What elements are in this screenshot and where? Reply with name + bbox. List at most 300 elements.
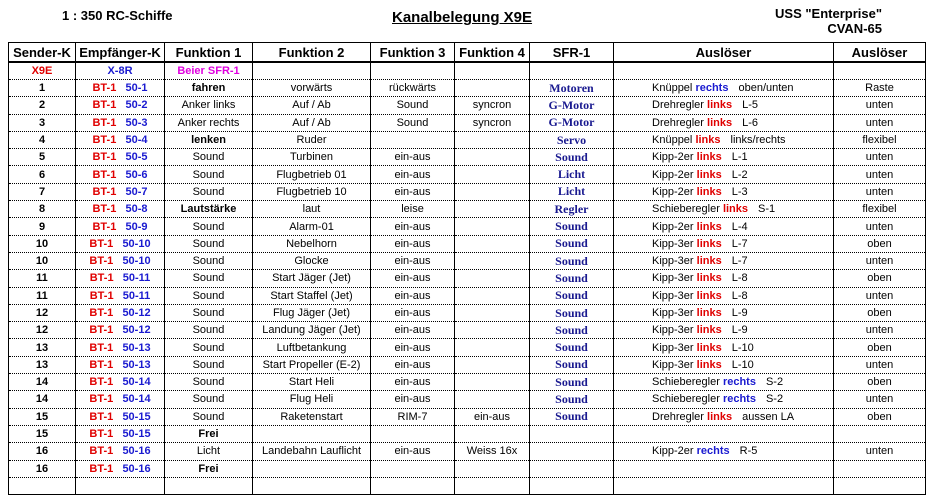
function-1: Sound — [165, 339, 253, 356]
channel-number: 8 — [9, 201, 76, 218]
trigger — [614, 252, 834, 269]
receiver-channel — [76, 287, 165, 304]
trigger-switch: L-3 — [731, 185, 748, 198]
channel-number: 10 — [9, 252, 76, 269]
function-3: ein-aus — [371, 218, 455, 235]
col-funktion-1: Funktion 1 — [165, 43, 253, 63]
sfr-module: Sound — [530, 339, 614, 356]
channel-id: 50-14 — [122, 376, 151, 389]
trigger — [614, 408, 834, 425]
table-row — [9, 287, 926, 304]
table-row — [9, 460, 926, 477]
channel-number: 15 — [9, 425, 76, 442]
channel-number: 14 — [9, 391, 76, 408]
col-funktion-3: Funktion 3 — [371, 43, 455, 63]
function-2: Nebelhorn — [253, 235, 371, 252]
function-1: Lautstärke — [165, 201, 253, 218]
receiver-channel — [76, 149, 165, 166]
trigger — [614, 131, 834, 148]
trigger-position: unten — [834, 149, 926, 166]
trigger-side: links — [696, 272, 722, 285]
function-4 — [455, 235, 530, 252]
bt-label: BT-1 — [89, 462, 114, 475]
receiver-channel — [76, 80, 165, 97]
channel-table — [8, 42, 926, 495]
trigger-switch: L-7 — [731, 237, 748, 250]
trigger-position: oben — [834, 374, 926, 391]
channel-id: 50-15 — [122, 428, 151, 441]
function-2: laut — [253, 201, 371, 218]
table-row — [9, 391, 926, 408]
function-1: Frei — [165, 425, 253, 442]
channel-id: 50-11 — [122, 272, 151, 285]
ship-name — [775, 6, 882, 36]
channel-id: 50-13 — [122, 341, 151, 354]
trigger-position — [834, 425, 926, 442]
function-3: ein-aus — [371, 235, 455, 252]
function-2: Turbinen — [253, 149, 371, 166]
trigger-side: links — [696, 307, 722, 319]
sfr-module: Sound — [530, 287, 614, 304]
table-row — [9, 425, 926, 442]
scale-label: 1 : 350 RC-Schiffe — [62, 8, 173, 23]
sfr-module: Sound — [530, 374, 614, 391]
trigger-side: links — [696, 151, 722, 164]
function-1: Sound — [165, 235, 253, 252]
trigger — [614, 80, 834, 97]
function-4 — [455, 201, 530, 218]
function-1: Sound — [165, 391, 253, 408]
table-row — [9, 131, 926, 148]
function-3 — [371, 131, 455, 148]
bt-label: BT-1 — [89, 410, 114, 423]
function-1: Sound — [165, 149, 253, 166]
sfr-module: G-Motor — [530, 97, 614, 114]
trigger-side: rechts — [696, 445, 730, 458]
function-3: ein-aus — [371, 322, 455, 339]
trigger-switch: L-8 — [731, 289, 748, 302]
channel-number: 11 — [9, 270, 76, 287]
trigger-control: Kipp-3er — [652, 324, 694, 337]
receiver-channel — [76, 131, 165, 148]
function-1: Anker links — [165, 97, 253, 114]
channel-id: 50-5 — [125, 151, 148, 164]
table-row — [9, 183, 926, 200]
trigger-side: links — [707, 116, 733, 129]
channel-number: 5 — [9, 149, 76, 166]
table-row — [9, 270, 926, 287]
function-3: ein-aus — [371, 443, 455, 460]
channel-id: 50-2 — [125, 99, 148, 112]
trigger-switch: L-8 — [731, 272, 748, 285]
function-4 — [455, 166, 530, 183]
channel-number: 7 — [9, 183, 76, 200]
function-1: Sound — [165, 322, 253, 339]
trigger — [614, 166, 834, 183]
sfr-module: Sound — [530, 270, 614, 287]
trigger-switch: L-2 — [731, 168, 748, 181]
receiver-channel — [76, 235, 165, 252]
col-ausloeser-2: Auslöser — [834, 43, 926, 63]
trigger-side: links — [707, 410, 733, 423]
module-label: Beier SFR-1 — [165, 62, 253, 80]
trigger-switch: L-7 — [731, 255, 748, 268]
trigger — [614, 425, 834, 442]
bt-label: BT-1 — [92, 151, 117, 164]
trigger-position: unten — [834, 97, 926, 114]
trigger — [614, 97, 834, 114]
sfr-module: Servo — [530, 131, 614, 148]
bt-label: BT-1 — [89, 428, 114, 441]
trigger-position: Raste — [834, 80, 926, 97]
function-2: Auf / Ab — [253, 97, 371, 114]
trigger-position: oben — [834, 304, 926, 321]
trigger-position: unten — [834, 114, 926, 131]
table-row — [9, 149, 926, 166]
trigger-side: links — [696, 289, 722, 302]
function-4 — [455, 304, 530, 321]
function-3: Sound — [371, 97, 455, 114]
function-1: Sound — [165, 270, 253, 287]
function-4 — [455, 425, 530, 442]
trigger-side: rechts — [695, 82, 729, 95]
function-1: Sound — [165, 287, 253, 304]
channel-id: 50-3 — [125, 116, 148, 129]
function-2 — [253, 460, 371, 477]
bt-label: BT-1 — [92, 99, 117, 112]
function-4 — [455, 374, 530, 391]
col-funktion-2: Funktion 2 — [253, 43, 371, 63]
trigger-switch: L-10 — [731, 341, 754, 354]
receiver-channel — [76, 356, 165, 373]
trigger-control: Kipp-2er — [652, 185, 694, 198]
receiver-channel — [76, 425, 165, 442]
trigger-control: Kipp-3er — [652, 341, 694, 354]
channel-number: 3 — [9, 114, 76, 131]
table-row — [9, 201, 926, 218]
trigger-switch: links/rechts — [730, 134, 786, 147]
trigger-side: links — [696, 358, 722, 371]
receiver-channel — [76, 183, 165, 200]
sfr-module: Sound — [530, 235, 614, 252]
bt-label: BT-1 — [92, 82, 117, 95]
trigger-side: rechts — [722, 376, 756, 389]
trigger — [614, 322, 834, 339]
function-4: syncron — [455, 97, 530, 114]
bt-label: BT-1 — [89, 324, 114, 337]
sfr-module: Regler — [530, 201, 614, 218]
trigger-switch: L-9 — [731, 307, 748, 319]
function-1: Sound — [165, 252, 253, 269]
function-1: Licht — [165, 443, 253, 460]
trigger-switch: S-2 — [765, 376, 784, 389]
trigger-switch: aussen — [742, 410, 778, 423]
function-2: Raketenstart — [253, 408, 371, 425]
table-row — [9, 252, 926, 269]
function-4 — [455, 218, 530, 235]
function-1: fahren — [165, 80, 253, 97]
function-3: ein-aus — [371, 304, 455, 321]
channel-number: 1 — [9, 80, 76, 97]
channel-number: 13 — [9, 339, 76, 356]
trigger — [614, 304, 834, 321]
trigger-extra: LA — [780, 410, 795, 423]
table-row — [9, 166, 926, 183]
trigger-control: Schieberegler — [652, 203, 720, 216]
sfr-module: Sound — [530, 252, 614, 269]
function-2: Landung Jäger (Jet) — [253, 322, 371, 339]
function-2: vorwärts — [253, 80, 371, 97]
receiver-channel — [76, 114, 165, 131]
channel-number: 13 — [9, 356, 76, 373]
trigger — [614, 270, 834, 287]
col-ausloeser: Auslöser — [614, 43, 834, 63]
trigger-control: Drehregler — [652, 99, 704, 112]
function-3: ein-aus — [371, 252, 455, 269]
trigger — [614, 460, 834, 477]
trigger-position: flexibel — [834, 201, 926, 218]
function-1: lenken — [165, 131, 253, 148]
trigger-control: Knüppel — [652, 82, 693, 95]
function-3: ein-aus — [371, 287, 455, 304]
function-3 — [371, 460, 455, 477]
trigger-switch: L-5 — [742, 99, 759, 112]
receiver-channel — [76, 304, 165, 321]
sfr-module — [530, 443, 614, 460]
table-row — [9, 218, 926, 235]
function-3: ein-aus — [371, 149, 455, 166]
function-3: Sound — [371, 114, 455, 131]
device-row — [9, 62, 926, 80]
function-2: Alarm-01 — [253, 218, 371, 235]
trigger-control: Knüppel — [652, 134, 693, 147]
function-2: Start Staffel (Jet) — [253, 287, 371, 304]
channel-id: 50-11 — [122, 289, 151, 302]
trigger-side: links — [707, 99, 733, 112]
channel-number: 2 — [9, 97, 76, 114]
trigger-switch: L-6 — [742, 116, 759, 129]
channel-id: 50-16 — [122, 445, 151, 458]
trigger-switch: oben/unten — [738, 82, 794, 95]
bt-label: BT-1 — [89, 358, 114, 371]
trigger-switch: L-1 — [731, 151, 748, 164]
channel-id: 50-14 — [122, 393, 151, 406]
trigger-control: Kipp-2er — [652, 151, 694, 164]
bt-label: BT-1 — [92, 220, 117, 233]
function-2: Flug Jäger (Jet) — [253, 304, 371, 321]
ship-name-line2: CVAN-65 — [827, 21, 882, 36]
empty-row — [9, 477, 926, 494]
function-3: RIM-7 — [371, 408, 455, 425]
table-row — [9, 97, 926, 114]
trigger — [614, 339, 834, 356]
function-4: syncron — [455, 114, 530, 131]
table-row — [9, 304, 926, 321]
receiver-channel — [76, 443, 165, 460]
function-4 — [455, 80, 530, 97]
sfr-module: Licht — [530, 166, 614, 183]
receiver-channel — [76, 460, 165, 477]
sfr-module: Licht — [530, 183, 614, 200]
trigger-side: links — [696, 341, 722, 354]
function-4 — [455, 270, 530, 287]
trigger-control: Kipp-3er — [652, 307, 694, 319]
trigger — [614, 287, 834, 304]
trigger-switch: R-5 — [739, 445, 758, 458]
col-sender-k: Sender-K — [9, 43, 76, 63]
col-sfr-1: SFR-1 — [530, 43, 614, 63]
trigger-position: unten — [834, 356, 926, 373]
function-2 — [253, 425, 371, 442]
trigger-side: links — [696, 220, 722, 233]
trigger-switch: S-2 — [765, 393, 784, 406]
sfr-module: Sound — [530, 149, 614, 166]
receiver-channel — [76, 201, 165, 218]
ship-name-line1: USS "Enterprise" — [775, 6, 882, 21]
table-row — [9, 374, 926, 391]
trigger-position: unten — [834, 218, 926, 235]
sfr-module: G-Motor — [530, 114, 614, 131]
sheet-title: Kanalbelegung X9E — [392, 9, 533, 26]
bt-label: BT-1 — [89, 237, 114, 250]
trigger-switch: L-9 — [731, 324, 748, 337]
trigger-position: oben — [834, 235, 926, 252]
trigger-side: rechts — [722, 393, 756, 406]
bt-label: BT-1 — [92, 203, 117, 216]
table-row — [9, 235, 926, 252]
channel-number: 16 — [9, 443, 76, 460]
function-1: Sound — [165, 166, 253, 183]
trigger-position: oben — [834, 408, 926, 425]
bt-label: BT-1 — [89, 393, 114, 406]
channel-id: 50-16 — [122, 462, 151, 475]
receiver-channel — [76, 166, 165, 183]
trigger-control: Kipp-2er — [652, 168, 694, 181]
trigger-side: links — [695, 134, 721, 147]
sfr-module: Sound — [530, 391, 614, 408]
table-row — [9, 356, 926, 373]
function-4 — [455, 322, 530, 339]
trigger-control: Kipp-3er — [652, 237, 694, 250]
trigger-position: unten — [834, 287, 926, 304]
function-4 — [455, 183, 530, 200]
trigger-control: Schieberegler — [652, 376, 720, 389]
trigger — [614, 183, 834, 200]
receiver-channel — [76, 270, 165, 287]
sfr-module: Sound — [530, 322, 614, 339]
function-4: ein-aus — [455, 408, 530, 425]
receiver-channel — [76, 218, 165, 235]
trigger-side: links — [696, 255, 722, 268]
channel-number: 11 — [9, 287, 76, 304]
bt-label: BT-1 — [89, 289, 114, 302]
channel-number: 10 — [9, 235, 76, 252]
trigger-position: oben — [834, 270, 926, 287]
function-2: Luftbetankung — [253, 339, 371, 356]
bt-label: BT-1 — [92, 168, 117, 181]
trigger-side: links — [696, 324, 722, 337]
channel-number: 9 — [9, 218, 76, 235]
function-1: Frei — [165, 460, 253, 477]
table-row — [9, 339, 926, 356]
trigger-position — [834, 460, 926, 477]
receiver-channel — [76, 374, 165, 391]
function-4 — [455, 131, 530, 148]
trigger-control: Kipp-3er — [652, 272, 694, 285]
channel-id: 50-8 — [125, 203, 148, 216]
receiver-device: X-8R — [76, 62, 165, 80]
function-4 — [455, 149, 530, 166]
function-4 — [455, 287, 530, 304]
function-4 — [455, 460, 530, 477]
function-3: ein-aus — [371, 356, 455, 373]
channel-id: 50-6 — [125, 168, 148, 181]
trigger — [614, 149, 834, 166]
channel-id: 50-10 — [122, 237, 151, 250]
function-3: ein-aus — [371, 166, 455, 183]
sfr-module: Sound — [530, 356, 614, 373]
function-2: Start Jäger (Jet) — [253, 270, 371, 287]
trigger-position: unten — [834, 391, 926, 408]
channel-id: 50-12 — [122, 324, 151, 337]
function-3: ein-aus — [371, 183, 455, 200]
sfr-module — [530, 425, 614, 442]
sender-device: X9E — [9, 62, 76, 80]
receiver-channel — [76, 408, 165, 425]
trigger-side: links — [696, 237, 722, 250]
trigger-position: unten — [834, 443, 926, 460]
trigger — [614, 443, 834, 460]
col-funktion-4: Funktion 4 — [455, 43, 530, 63]
channel-number: 12 — [9, 304, 76, 321]
table-row — [9, 322, 926, 339]
function-3: ein-aus — [371, 270, 455, 287]
trigger-control: Kipp-3er — [652, 358, 694, 371]
receiver-channel — [76, 322, 165, 339]
receiver-channel — [76, 339, 165, 356]
function-3: ein-aus — [371, 391, 455, 408]
trigger-position: unten — [834, 322, 926, 339]
trigger-control: Kipp-2er — [652, 445, 694, 458]
function-2: Flug Heli — [253, 391, 371, 408]
trigger — [614, 114, 834, 131]
col-empfaenger-k: Empfänger-K — [76, 43, 165, 63]
trigger-switch: L-10 — [731, 358, 754, 371]
channel-id: 50-4 — [125, 134, 148, 147]
trigger — [614, 218, 834, 235]
bt-label: BT-1 — [89, 255, 114, 268]
trigger-position: unten — [834, 252, 926, 269]
trigger-position: unten — [834, 166, 926, 183]
bt-label: BT-1 — [92, 134, 117, 147]
function-2: Glocke — [253, 252, 371, 269]
receiver-channel — [76, 97, 165, 114]
bt-label: BT-1 — [92, 116, 117, 129]
sfr-module: Sound — [530, 304, 614, 321]
channel-id: 50-10 — [122, 255, 151, 268]
function-4 — [455, 339, 530, 356]
function-2: Start Heli — [253, 374, 371, 391]
trigger-control: Schieberegler — [652, 393, 720, 406]
sfr-module: Sound — [530, 218, 614, 235]
trigger — [614, 356, 834, 373]
channel-id: 50-13 — [122, 358, 151, 371]
channel-number: 15 — [9, 408, 76, 425]
sfr-module — [530, 460, 614, 477]
channel-id: 50-7 — [125, 185, 148, 198]
trigger — [614, 391, 834, 408]
trigger — [614, 374, 834, 391]
